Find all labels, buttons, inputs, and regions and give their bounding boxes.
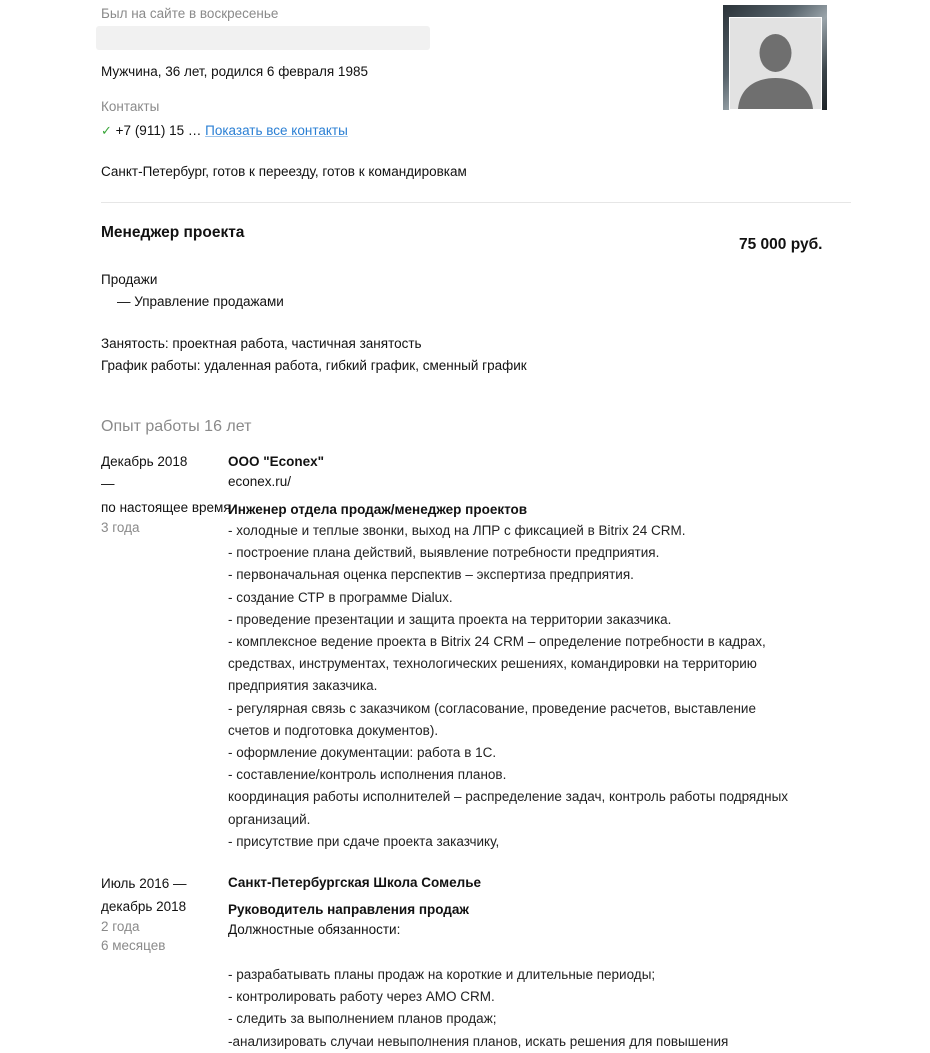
job1-company: ООО "Econex" <box>228 454 325 469</box>
personal-info: Мужчина, 36 лет, родился 6 февраля 1985 <box>101 64 368 79</box>
duty-line: -анализировать случаи невыполнения планов, искать решения для повышения <box>228 1033 729 1049</box>
section-divider <box>101 202 851 203</box>
redacted-name-bar <box>96 26 430 50</box>
job1-site: econex.ru/ <box>228 474 292 489</box>
duty-line: - следить за выполнением планов продаж; <box>228 1011 497 1027</box>
duty-line: - создание СТР в программе Dialux. <box>228 589 453 605</box>
show-contacts-link[interactable]: Показать все контакты <box>205 123 348 138</box>
job1-role: Инженер отдела продаж/менеджер проектов <box>228 502 528 517</box>
employment-text: Занятость: проектная работа, частичная занятость <box>101 336 422 351</box>
position-area: Продажи <box>101 272 158 287</box>
job1-period-dash: — <box>101 476 115 491</box>
avatar-placeholder-icon <box>729 17 822 110</box>
position-subarea: — Управление продажами <box>117 294 284 309</box>
job1-period-end: по настоящее время <box>101 500 231 515</box>
job1-duration: 3 года <box>101 520 140 535</box>
duty-line: координация работы исполнителей – распределение задач, контроль работы подрядных <box>228 789 789 805</box>
duty-line: - составление/контроль исполнения планов. <box>228 767 507 783</box>
salary: 75 000 руб. <box>739 236 823 253</box>
duty-line: - комплексное ведение проекта в Bitrix 24 CRM – определение потребности в кадрах, <box>228 634 766 650</box>
phone-number: +7 (911) 15 … <box>115 123 202 138</box>
job2-duration-months: 6 месяцев <box>101 938 166 953</box>
duty-line: счетов и подготовка документов). <box>228 722 439 738</box>
check-icon: ✓ <box>101 123 112 138</box>
job2-intro: Должностные обязанности: <box>228 922 401 937</box>
job2-duration-years: 2 года <box>101 919 140 934</box>
duty-line: - холодные и теплые звонки, выход на ЛПР с фиксацией в Bitrix 24 CRM. <box>228 523 686 538</box>
experience-heading: Опыт работы 16 лет <box>101 418 252 435</box>
duty-line: средствах, инструментах, технологических решениях, командировки на территорию <box>228 656 757 672</box>
job2-role: Руководитель направления продаж <box>228 902 469 917</box>
job2-period-start: Июль 2016 — <box>101 876 187 891</box>
contacts-label: Контакты <box>101 99 160 114</box>
job2-duties <box>228 964 838 1053</box>
contacts-row <box>101 120 348 142</box>
duty-line: - присутствие при сдаче проекта заказчику, <box>228 833 500 849</box>
duty-line: - оформление документации: работа в 1С. <box>228 745 497 761</box>
duty-line: - контролировать работу через АМО CRM. <box>228 989 495 1005</box>
duty-line: организаций. <box>228 811 311 827</box>
job1-period-start: Декабрь 2018 <box>101 454 188 469</box>
location-text: Санкт-Петербург, готов к переезду, готов к командировкам <box>101 164 467 179</box>
duty-line: предприятия заказчика. <box>228 678 378 694</box>
position-title: Менеджер проекта <box>101 224 245 241</box>
job2-company: Санкт-Петербургская Школа Сомелье <box>228 875 482 890</box>
duty-line: - проведение презентации и защита проекта на территории заказчика. <box>228 611 672 627</box>
duty-line: - построение плана действий, выявление потребности предприятия. <box>228 545 660 561</box>
duty-line: - регулярная связь с заказчиком (согласование, проведение расчетов, выставление <box>228 700 756 716</box>
schedule-text: График работы: удаленная работа, гибкий график, сменный график <box>101 358 527 373</box>
duty-line: - первоначальная оценка перспектив – экспертиза предприятия. <box>228 567 634 583</box>
job2-period-end: декабрь 2018 <box>101 899 187 914</box>
last-seen-text: Был на сайте в воскресенье <box>101 6 279 21</box>
profile-photo <box>723 5 827 110</box>
duty-line: - разрабатывать планы продаж на короткие и длительные периоды; <box>228 967 656 982</box>
job1-duties <box>228 520 838 853</box>
